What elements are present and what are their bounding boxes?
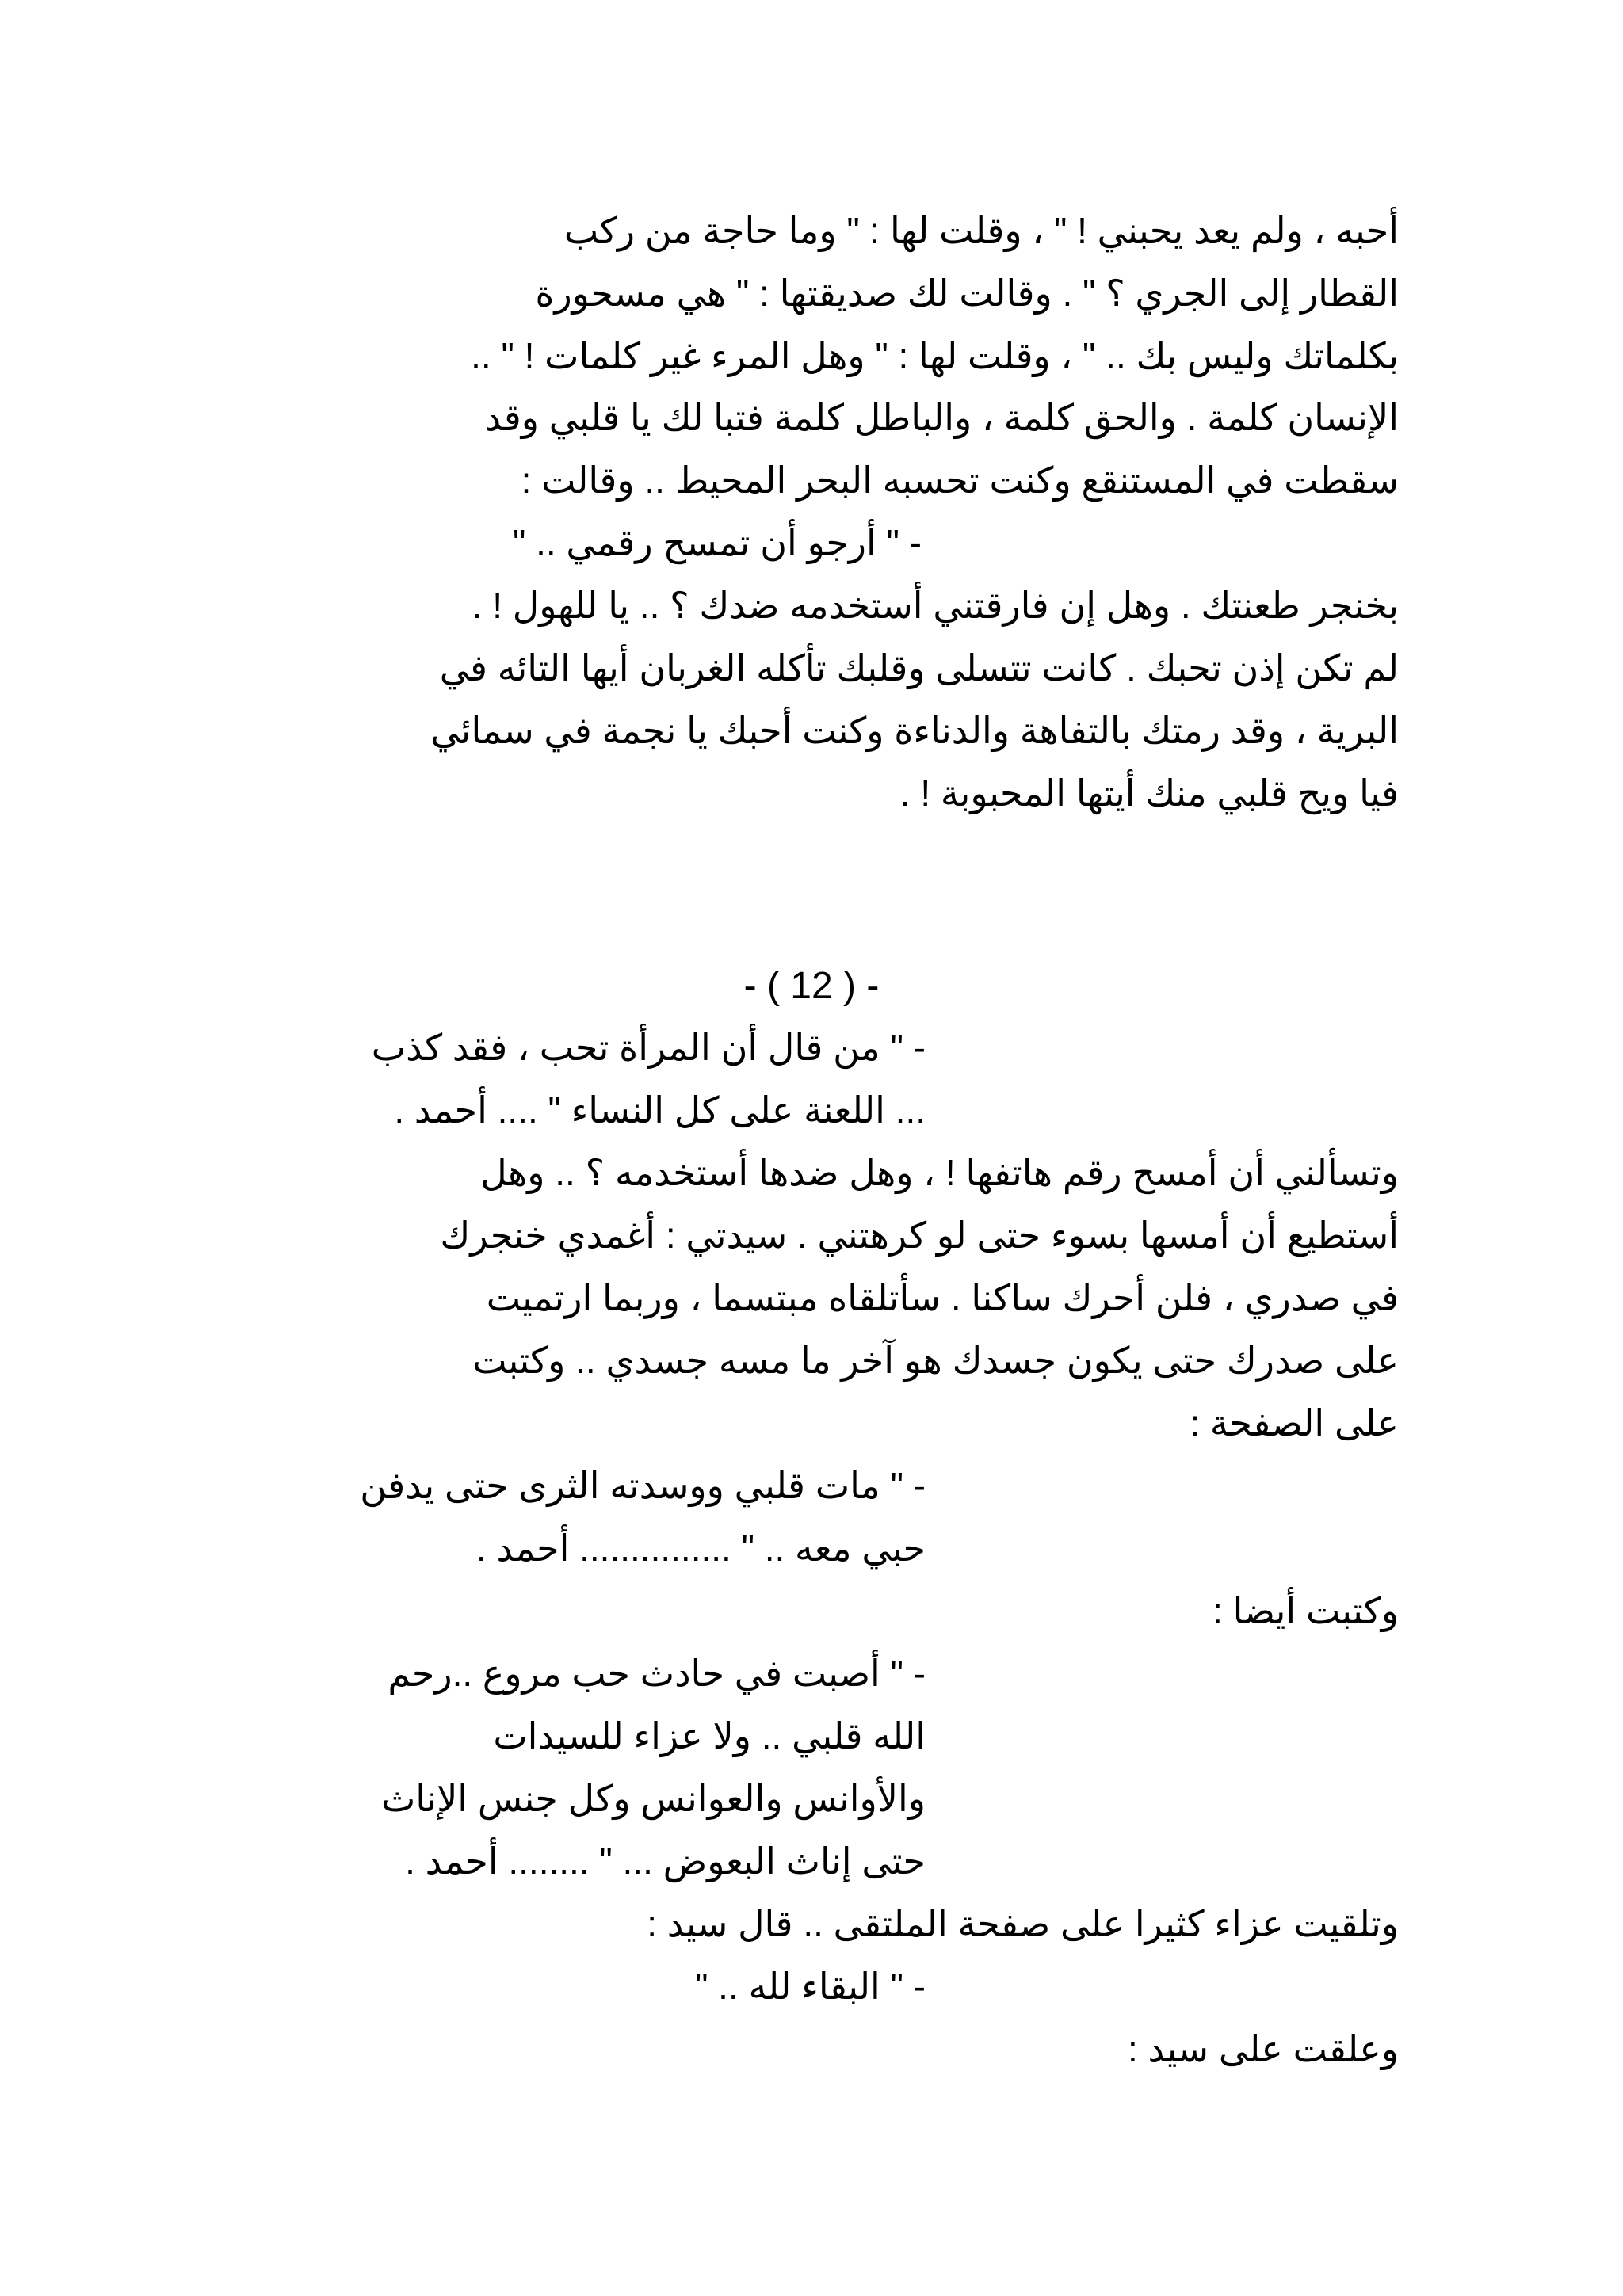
text-line: على صدرك حتى يكون جسدك هو آخر ما مسه جسدي .. وكتبت (472, 1340, 1399, 1381)
page-number: - ( 12 ) - (743, 965, 880, 1007)
text-line: وتلقيت عزاء كثيرا على صفحة الملتقى .. قال سيد : (647, 1903, 1399, 1944)
quote-line: - " أصبت في حادث حب مروع ..رحم (388, 1653, 926, 1694)
quote-line: حبي معه .. " ............... أحمد . (475, 1527, 926, 1569)
text-line: البرية ، وقد رمتك بالتفاهة والدناءة وكنت أحبك يا نجمة في سمائي (430, 710, 1399, 751)
text-line: في صدري ، فلن أحرك ساكنا . سأتلقاه مبتسما ، وربما ارتميت (486, 1277, 1399, 1318)
quote-line: - " من قال أن المرأة تحب ، فقد كذب (371, 1027, 926, 1068)
text-line: فيا ويح قلبي منك أيتها المحبوبة ! . (899, 772, 1399, 814)
text-line: بكلماتك وليس بك .. " ، وقلت لها : " وهل المرء غير كلمات ! " .. (471, 335, 1399, 376)
quote-line: والأوانس والعوانس وكل جنس الإناث (380, 1778, 926, 1819)
text-line: وتسألني أن أمسح رقم هاتفها ! ، وهل ضدها أستخدمه ؟ .. وهل (480, 1152, 1399, 1193)
text-line: لم تكن إذن تحبك . كانت تتسلى وقلبك تأكله الغربان أيها التائه في (439, 647, 1399, 688)
quote-line: الله قلبي .. ولا عزاء للسيدات (493, 1715, 926, 1756)
quote-line: ... اللعنة على كل النساء " .... أحمد . (394, 1089, 926, 1131)
quote-line: - " مات قلبي ووسدته الثرى حتى يدفن (360, 1465, 926, 1506)
text-line: وكتبت أيضا : (1212, 1590, 1399, 1631)
text-line: على الصفحة : (1190, 1402, 1399, 1444)
text-line: بخنجر طعنتك . وهل إن فارقتني أستخدمه ضدك ؟ .. يا للهول ! . (472, 585, 1399, 626)
text-line: أحبه ، ولم يعد يحبني ! " ، وقلت لها : " وما حاجة من ركب (563, 210, 1399, 251)
quote-line: حتى إناث البعوض ... " ........ أحمد . (405, 1840, 926, 1882)
quote-line: - " أرجو أن تمسح رقمي .. " (512, 522, 922, 563)
text-line: وعلقت على سيد : (1127, 2028, 1399, 2069)
text-line: سقطت في المستنقع وكنت تحسبه البحر المحيط .. وقالت : (521, 460, 1399, 501)
text-line: القطار إلى الجري ؟ " . وقالت لك صديقتها : " هي مسحورة (535, 273, 1399, 314)
text-line: أستطيع أن أمسها بسوء حتى لو كرهتني . سيدتي : أغمدي خنجرك (440, 1215, 1399, 1256)
text-line: الإنسان كلمة . والحق كلمة ، والباطل كلمة فتبا لك يا قلبي وقد (484, 397, 1399, 438)
quote-line: - " البقاء لله .. " (695, 1966, 926, 2007)
